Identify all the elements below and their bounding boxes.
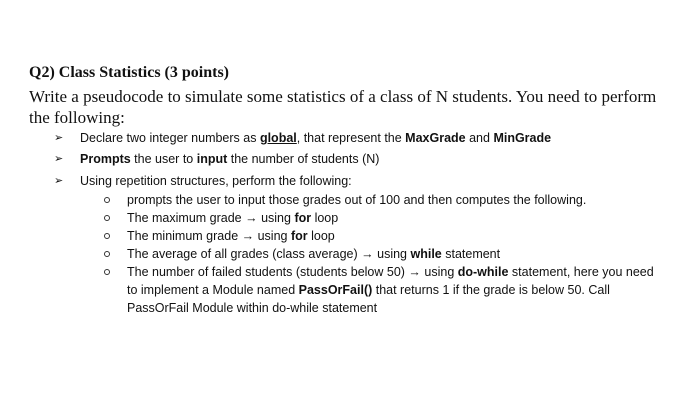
sub-item-text: The minimum grade → using for loop [127,229,335,243]
circle-bullet-icon [104,251,110,257]
bullet-text: Declare two integer numbers as global, that represent the MaxGrade and MinGrade [80,131,552,145]
bullet-text: Using repetition structures, perform the following: [80,174,352,188]
circle-bullet-icon [104,233,110,239]
bullet-text: Prompts the user to input the number of students (N) [80,152,380,166]
sub-item-text: prompts the user to input those grades out of 100 and then computes the following. [127,193,587,207]
arrow-bullet-icon: ➢ [54,132,64,144]
question-heading: Q2) Class Statistics (3 points) [29,64,230,81]
sub-item-text: The number of failed students (students below 50) → using do-while statement, here you need to implement a Module named PassOrFail() that returns 1 if the grade is below 50. Call PassOrFail Module within do-while statement [127,265,654,315]
circle-bullet-icon [104,269,110,275]
sub-item-text: The average of all grades (class average) → using while statement [127,247,501,261]
sub-item-text: The maximum grade → using for loop [127,211,339,225]
circle-bullet-icon [104,215,110,221]
question-intro: Write a pseudocode to simulate some statistics of a class of N students. You need to perform the following: [29,87,657,127]
circle-bullet-icon [104,197,110,203]
arrow-bullet-icon: ➢ [54,175,64,187]
arrow-bullet-icon: ➢ [54,153,64,165]
